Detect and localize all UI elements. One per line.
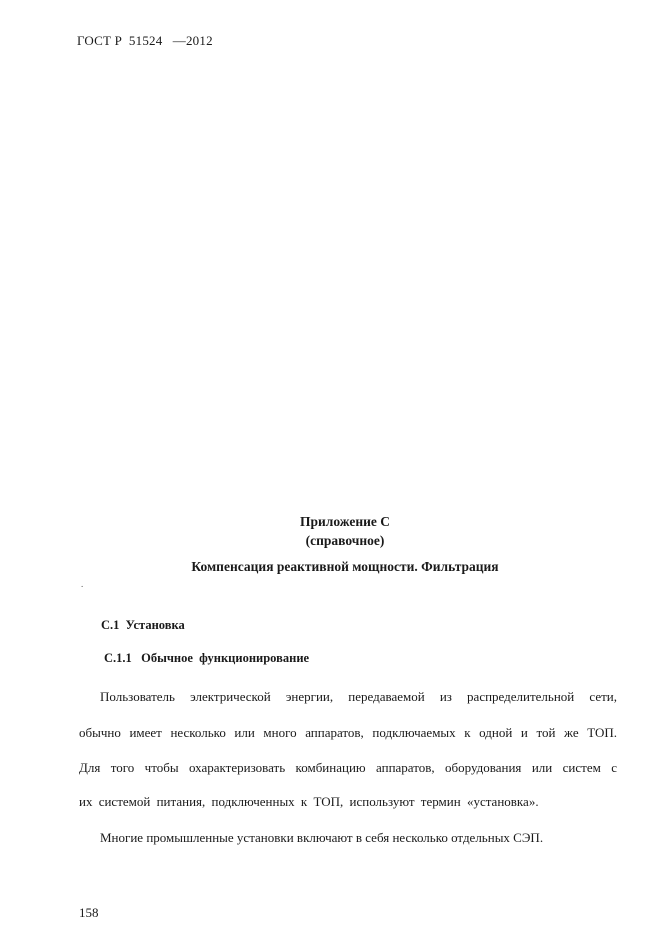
appendix-heading: Компенсация реактивной мощности. Фильтрация xyxy=(191,559,499,574)
body-text-line: Многие промышленные установки включают в себя несколько отдельных СЭП. xyxy=(100,830,544,845)
section-heading-c1: С.1 Установка xyxy=(101,618,185,632)
body-text-line: Пользователь электрической энергии, передаваемой из распределительной сети, xyxy=(100,689,617,704)
stray-dot: . xyxy=(81,579,84,589)
document-standard-header: ГОСТ Р 51524 —2012 xyxy=(77,33,213,48)
appendix-title: Приложение С xyxy=(299,514,391,529)
body-text-line: Для того чтобы охарактеризовать комбинацию аппаратов, оборудования или систем с xyxy=(79,760,617,775)
body-text-line: обычно имеет несколько или много аппаратов, подключаемых к одной и той же ТОП. xyxy=(79,725,617,740)
section-heading-c1-1: С.1.1 Обычное функционирование xyxy=(104,651,310,665)
body-text-line: их системой питания, подключенных к ТОП, используют термин «установка». xyxy=(79,794,539,809)
page-number: 158 xyxy=(79,905,99,920)
appendix-subtitle: (справочное) xyxy=(305,533,385,548)
